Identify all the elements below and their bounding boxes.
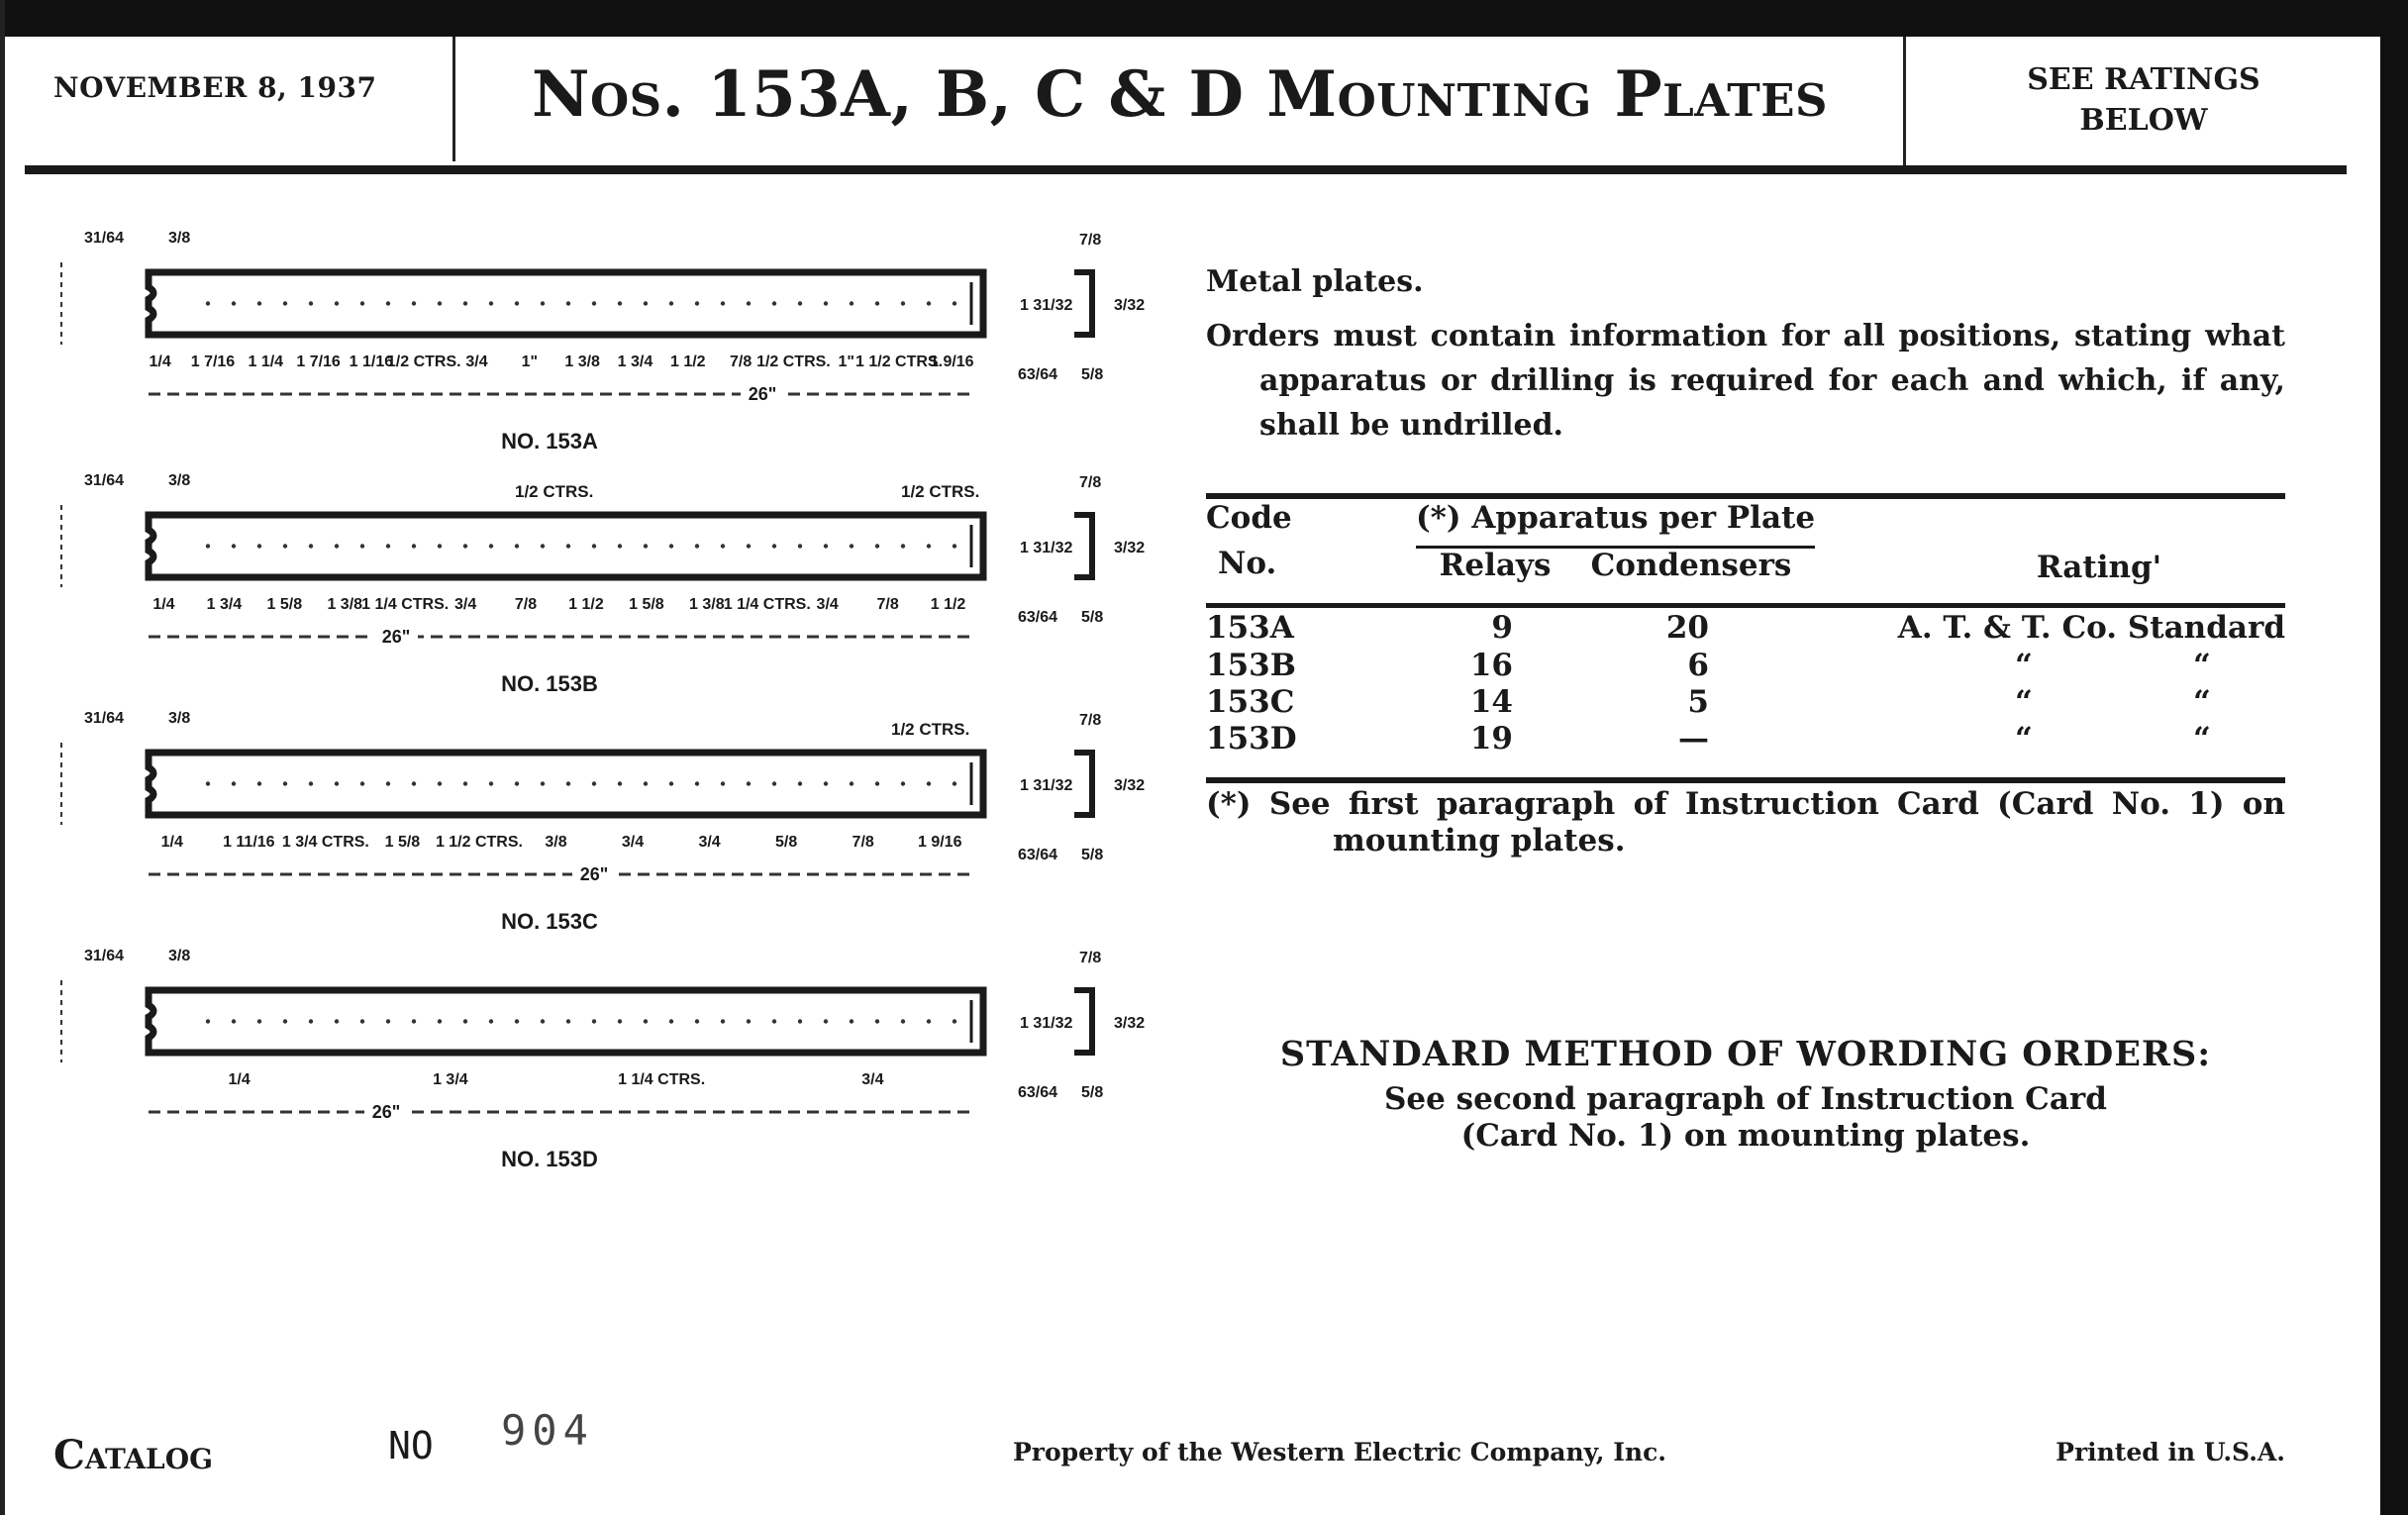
dimension-label: 7/8 [1079,474,1102,491]
dimension-label: 63/64 [1018,609,1058,626]
overall-dimension-label: 26" [371,1102,401,1122]
dimension-label: 1 1/2 CTRS. [435,834,523,851]
mounting-hole [489,544,493,548]
mounting-hole [566,544,570,548]
dimension-label: 5/8 [1081,1084,1104,1101]
mounting-hole [360,301,364,305]
mounting-hole [850,301,853,305]
mounting-hole [592,301,596,305]
mounting-hole [360,1019,364,1023]
condensers-cell: 20 [1665,610,1709,646]
dimension-label: 5/8 [1081,847,1104,863]
dimension-label: 1 31/32 [1020,777,1073,794]
col-code-header-1: Code [1206,500,1292,536]
mounting-hole [463,781,467,785]
dimension-label: 7/8 [1079,712,1102,729]
mounting-hole [927,1019,931,1023]
description-line3: apparatus or drilling is required for each and which, if any, [1259,363,2285,398]
plate-label: NO. 153D [501,1147,598,1171]
mounting-hole [463,1019,467,1023]
dimension-label: 5/8 [1081,609,1104,626]
mounting-hole [335,1019,339,1023]
mounting-hole [592,1019,596,1023]
dimension-label: 1 1/2 [930,596,966,613]
dimension-label: 1/2 CTRS. [386,354,461,370]
rating-ditto-cell: “ [2015,648,2033,683]
mounting-hole [953,781,956,785]
dimension-label: 1 1/4 CTRS. [361,596,450,613]
dimension-label: 1/2 CTRS. [891,720,970,739]
catalog-number: 904 [501,1406,594,1455]
rating-cell: A. T. & T. Co. Standard [1897,610,2285,646]
dimension-label: 1/2 CTRS. [756,354,831,370]
dimension-label: 63/64 [1018,847,1058,863]
col-relays-header: Relays [1439,548,1552,583]
printed-in-usa: Printed in U.S.A. [2056,1438,2285,1466]
rating-ditto-cell: “ [2015,684,2033,720]
dimension-label: 3/4 [465,354,488,370]
mounting-hole [206,781,210,785]
dimension-label: 1 1/4 CTRS. [618,1071,706,1088]
mounting-hole [695,781,699,785]
mounting-hole [798,301,802,305]
ratings-note-line2: BELOW [2079,103,2208,138]
mounting-hole [850,1019,853,1023]
ratings-note-line1: SEE RATINGS [2027,62,2260,97]
bracket-profile [1074,272,1092,335]
dimension-label: 3/4 [861,1071,884,1088]
mounting-hole [772,781,776,785]
dimension-label: 1 9/16 [930,354,974,370]
mounting-hole [901,781,905,785]
dimension-label: 3/8 [168,948,191,964]
mounting-hole [541,301,545,305]
mounting-hole [257,1019,261,1023]
mounting-hole [566,301,570,305]
mounting-hole [798,1019,802,1023]
dimension-label: 1/4 [149,354,171,370]
dimension-label: 63/64 [1018,1084,1058,1101]
mounting-hole [541,1019,545,1023]
date: NOVEMBER 8, 1937 [53,71,377,104]
dimension-label: 3/32 [1114,777,1146,794]
dimension-label: 3/8 [168,472,191,489]
dimension-label: 1 5/8 [266,596,303,613]
mounting-hole [386,301,390,305]
dimension-label: 1" [838,354,854,370]
mounting-hole [386,544,390,548]
mounting-hole [669,301,673,305]
table-footnote-line1: (*) See first paragraph of Instruction Card (Card No. 1) on [1206,786,2285,822]
code-cell: 153A [1206,610,1294,646]
dimension-label: 7/8 [729,354,752,370]
rating-ditto-cell: “ [2193,684,2211,720]
mounting-hole [772,301,776,305]
relays-cell: 14 [1469,684,1513,720]
overall-dimension-label: 26" [748,384,777,404]
mounting-hole [489,301,493,305]
dimension-label: 31/64 [84,710,125,727]
mounting-hole [283,301,287,305]
mounting-hole [824,301,828,305]
mounting-hole [618,544,622,548]
rating-ditto-cell: “ [2015,721,2033,757]
col-condensers-header: Condensers [1590,548,1792,583]
mounting-hole [875,301,879,305]
description-line2: Orders must contain information for all positions, stating what [1206,319,2285,354]
relays-cell: 16 [1469,648,1513,683]
apparatus-group-header: (*) Apparatus per Plate [1416,500,1816,536]
mounting-hole [644,1019,648,1023]
mounting-hole [953,1019,956,1023]
mounting-hole [360,781,364,785]
mounting-hole [618,1019,622,1023]
dimension-label: 1 1/2 CTRS. [855,354,944,370]
mounting-hole [747,301,751,305]
mounting-hole [592,781,596,785]
mounting-hole [772,544,776,548]
dimension-label: 63/64 [1018,366,1058,383]
standard-method-line2: (Card No. 1) on mounting plates. [1460,1118,2031,1154]
mounting-hole [335,781,339,785]
dimension-label: 1 1/2 [568,596,604,613]
dimension-label: 3/8 [168,710,191,727]
mounting-hole [901,544,905,548]
dimension-label: 7/8 [1079,950,1102,966]
plate-diagrams [0,178,1188,1208]
mounting-hole [412,301,416,305]
dimension-label: 1 1/16 [349,354,394,370]
mounting-hole [798,544,802,548]
dimension-label: 3/4 [453,596,477,613]
dimension-label: 1/2 CTRS. [515,482,594,501]
dimension-label: 1 11/16 [223,834,275,851]
dimension-label: 1 3/8 [327,596,363,613]
dimension-label: 1 3/8 [564,354,600,370]
mounting-hole [386,1019,390,1023]
property-notice: Property of the Western Electric Company, Inc. [1012,1438,1666,1466]
dimension-label: 1 1/4 CTRS. [723,596,811,613]
scan-border-top [0,0,2408,37]
mounting-hole [515,544,519,548]
dimension-label: 3/32 [1114,1015,1146,1032]
mounting-hole [669,544,673,548]
dimension-label: 5/8 [1081,366,1104,383]
dimension-label: 1 3/8 [689,596,725,613]
dimension-label: 1 3/4 CTRS. [281,834,369,851]
mounting-hole [747,1019,751,1023]
dimension-label: 1" [521,354,539,370]
dimension-label: 1 7/16 [296,354,341,370]
dimension-label: 5/8 [775,834,798,851]
mounting-hole [824,781,828,785]
mounting-hole [335,301,339,305]
mounting-hole [953,544,956,548]
description-line4: shall be undrilled. [1259,408,1563,443]
mounting-hole [695,301,699,305]
mounting-hole [747,781,751,785]
mounting-hole [232,1019,236,1023]
dimension-label: 31/64 [84,472,125,489]
overall-dimension-label: 26" [579,864,609,884]
mounting-plate-outline [149,515,983,577]
plate-label: NO. 153B [501,671,598,696]
standard-method-line1: See second paragraph of Instruction Card [1384,1081,2107,1117]
mounting-plate-outline [149,990,983,1053]
dimension-label: 1 3/4 [433,1071,468,1088]
dimension-label: 1 7/16 [190,354,236,370]
dimension-label: 3/32 [1114,540,1146,556]
page-title: Nos. 153A, B, C & D Mounting Plates [531,57,1829,132]
dimension-label: 1/4 [160,834,183,851]
mounting-plate-outline [149,272,983,335]
dimension-label: 1 5/8 [384,834,421,851]
mounting-hole [798,781,802,785]
mounting-hole [463,301,467,305]
overall-dimension-label: 26" [381,627,411,647]
dimension-label: 3/8 [168,230,191,247]
mounting-hole [257,544,261,548]
mounting-hole [747,544,751,548]
mounting-hole [953,301,956,305]
dimension-label: 3/4 [816,596,839,613]
header-rule [25,165,2347,174]
standard-method-heading: STANDARD METHOD OF WORDING ORDERS: [1279,1034,2212,1074]
table-header-rule [1206,603,2285,608]
mounting-hole [257,301,261,305]
mounting-hole [850,544,853,548]
dimension-label: 1 31/32 [1020,297,1073,314]
dimension-label: 1/2 CTRS. [901,482,980,501]
table-footnote-line2: mounting plates. [1333,823,1626,858]
mounting-hole [644,301,648,305]
code-cell: 153B [1206,648,1296,683]
mounting-hole [515,301,519,305]
mounting-hole [824,1019,828,1023]
mounting-hole [901,1019,905,1023]
table-top-rule [1206,493,2285,499]
dimension-label: 3/32 [1114,297,1146,314]
mounting-hole [412,781,416,785]
dimension-label: 1 1/2 [669,354,706,370]
bracket-profile [1074,753,1092,815]
mounting-hole [232,301,236,305]
scan-border-right [2380,0,2408,1515]
dimension-label: 7/8 [514,596,538,613]
header-divider [1903,37,1906,165]
code-cell: 153C [1206,684,1295,720]
relays-cell: 9 [1491,610,1513,646]
mounting-hole [232,781,236,785]
dimension-label: 31/64 [84,230,125,247]
catalog-no-label: NO [388,1424,434,1467]
mounting-hole [438,1019,442,1023]
mounting-hole [541,781,545,785]
description-line1: Metal plates. [1206,264,1424,299]
mounting-hole [927,301,931,305]
ratings-note [1907,59,2380,141]
dimension-label: 3/8 [545,834,567,851]
mounting-hole [566,781,570,785]
mounting-hole [592,544,596,548]
mounting-hole [309,781,313,785]
plate-label: NO. 153A [501,429,598,454]
mounting-hole [309,544,313,548]
dimension-label: 1/4 [228,1071,251,1088]
mounting-hole [515,781,519,785]
plate-diagrams-svg [0,178,1188,1208]
rating-ditto-cell: “ [2193,648,2211,683]
mounting-hole [463,544,467,548]
mounting-hole [489,781,493,785]
mounting-hole [669,781,673,785]
mounting-hole [824,544,828,548]
plate-label: NO. 153C [501,909,598,934]
table-bottom-rule [1206,777,2285,783]
mounting-hole [721,781,725,785]
mounting-hole [412,1019,416,1023]
dimension-label: 1/4 [152,596,175,613]
code-cell: 153D [1206,721,1297,757]
mounting-hole [644,544,648,548]
condensers-cell: 5 [1687,684,1709,720]
mounting-hole [875,1019,879,1023]
mounting-hole [772,1019,776,1023]
mounting-hole [386,781,390,785]
relays-cell: 19 [1469,721,1513,757]
mounting-hole [489,1019,493,1023]
dimension-label: 3/4 [698,834,721,851]
mounting-hole [875,544,879,548]
dimension-label: 1 31/32 [1020,540,1073,556]
mounting-hole [283,781,287,785]
mounting-hole [566,1019,570,1023]
dimension-label: 1 31/32 [1020,1015,1073,1032]
dimension-label: 7/8 [1079,232,1102,249]
condensers-cell: — [1678,721,1709,757]
mounting-hole [206,1019,210,1023]
dimension-label: 1 9/16 [917,834,962,851]
mounting-plate-outline [149,753,983,815]
bracket-profile [1074,515,1092,577]
mounting-hole [644,781,648,785]
dimension-label: 1 1/4 [248,354,284,370]
mounting-hole [257,781,261,785]
dimension-label: 7/8 [876,596,899,613]
mounting-hole [412,544,416,548]
mounting-hole [541,544,545,548]
mounting-hole [695,544,699,548]
mounting-hole [283,544,287,548]
dimension-label: 7/8 [852,834,874,851]
mounting-hole [927,544,931,548]
mounting-hole [206,544,210,548]
dimension-label: 3/4 [621,834,645,851]
mounting-hole [206,301,210,305]
mounting-hole [283,1019,287,1023]
mounting-hole [309,1019,313,1023]
col-rating-header: Rating' [2036,550,2162,585]
mounting-hole [721,1019,725,1023]
catalog-label: Catalog [53,1432,214,1478]
mounting-hole [721,544,725,548]
rating-ditto-cell: “ [2193,721,2211,757]
mounting-hole [515,1019,519,1023]
mounting-hole [927,781,931,785]
mounting-hole [618,301,622,305]
col-code-header-2: No. [1218,546,1277,581]
mounting-hole [695,1019,699,1023]
mounting-hole [618,781,622,785]
mounting-hole [901,301,905,305]
dimension-label: 31/64 [84,948,125,964]
bracket-profile [1074,990,1092,1053]
mounting-hole [335,544,339,548]
mounting-hole [669,1019,673,1023]
mounting-hole [360,544,364,548]
mounting-hole [721,301,725,305]
dimension-label: 1 3/4 [206,596,243,613]
dimension-label: 1 3/4 [617,354,653,370]
mounting-hole [438,544,442,548]
mounting-hole [309,301,313,305]
dimension-label: 1 5/8 [629,596,664,613]
mounting-hole [438,781,442,785]
mounting-hole [850,781,853,785]
mounting-hole [232,544,236,548]
mounting-hole [875,781,879,785]
mounting-hole [438,301,442,305]
condensers-cell: 6 [1687,648,1709,683]
